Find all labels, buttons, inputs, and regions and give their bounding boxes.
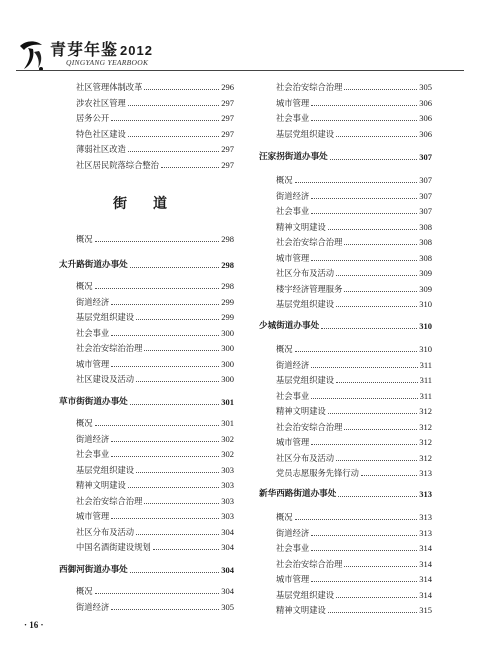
toc-entry	[259, 511, 432, 523]
dot-leader	[161, 167, 219, 168]
toc-entry-text: 社区分布及活动	[276, 452, 335, 463]
toc-page-number: 311	[419, 390, 432, 401]
toc-page-number: 314	[419, 558, 432, 569]
toc-entry-text: 城市管理	[276, 574, 310, 584]
toc-entry-text: 概况	[76, 418, 93, 428]
toc-entry-text: 少城街道办事处	[259, 321, 320, 331]
toc-entry	[259, 452, 432, 464]
toc-entry-text: 概况	[76, 234, 93, 244]
toc-entry-text: 社会事业	[276, 543, 310, 553]
dot-leader	[311, 198, 417, 199]
toc-page-number: 298	[221, 260, 234, 270]
dot-leader	[95, 241, 220, 242]
section-heading: 街道	[113, 196, 193, 212]
toc-entry-text: 草市街街道办事处	[59, 397, 128, 407]
dot-leader	[136, 472, 219, 473]
dot-leader	[111, 304, 219, 305]
toc-entry-text: 社会事业	[276, 113, 310, 123]
toc-page-number: 304	[221, 526, 234, 537]
calligraphy-logo-icon	[16, 36, 46, 74]
toc-entry	[59, 342, 234, 354]
toc-page-number: 300	[221, 358, 234, 369]
toc-page-number: 312	[419, 406, 432, 416]
dot-leader	[311, 260, 417, 261]
toc-entry	[259, 343, 432, 355]
toc-entry-text: 汪家拐街道办事处	[259, 152, 328, 162]
toc-entry	[259, 267, 432, 279]
toc-page-number: 307	[419, 152, 432, 162]
toc-entry	[259, 390, 432, 402]
toc-entry	[59, 112, 234, 124]
toc-page-number: 311	[419, 359, 432, 370]
dot-leader	[144, 503, 219, 504]
toc-entry-text: 党员志愿服务先锋行动	[276, 468, 359, 478]
toc-entry	[59, 526, 234, 538]
toc-entry-text: 城市管理	[76, 358, 110, 369]
toc-entry	[59, 510, 234, 522]
toc-entry-text: 社区建设及活动	[76, 374, 135, 384]
toc-entry	[259, 421, 432, 433]
toc-entry	[59, 479, 234, 491]
toc-page-number: 304	[221, 542, 234, 552]
toc-entry	[259, 558, 432, 570]
toc-page-number: 310	[419, 321, 432, 331]
toc-entry	[259, 374, 432, 386]
toc-page-number: 307	[419, 175, 432, 185]
toc-page-number: 314	[419, 543, 432, 553]
dot-leader	[338, 496, 417, 497]
toc-page-number: 309	[419, 268, 432, 278]
toc-entry	[59, 311, 234, 323]
dot-leader	[295, 182, 418, 183]
dot-leader	[336, 136, 417, 137]
toc-entry	[59, 81, 234, 93]
dot-leader	[144, 350, 219, 351]
toc-entry-text: 西御河街道办事处	[59, 565, 128, 575]
toc-page-number: 313	[419, 512, 432, 522]
toc-page-number: 303	[221, 464, 234, 475]
toc-section-title	[59, 564, 234, 576]
toc-page-number: 307	[419, 190, 432, 201]
toc-entry	[259, 190, 432, 202]
dot-leader	[95, 288, 220, 289]
toc-entry	[59, 358, 234, 370]
dot-leader	[128, 136, 219, 137]
toc-page-number: 297	[221, 128, 234, 139]
dot-leader	[128, 151, 219, 152]
dot-leader	[311, 367, 417, 368]
toc-entry-text: 街道经济	[276, 527, 310, 538]
toc-page-number: 304	[221, 586, 234, 596]
dot-leader	[295, 351, 418, 352]
toc-page-number: 305	[221, 601, 234, 612]
dot-leader	[311, 550, 417, 551]
toc-page-number: 308	[419, 252, 432, 263]
dot-leader	[328, 612, 417, 613]
toc-entry	[59, 433, 234, 445]
toc-entry-text: 基层党组织建设	[276, 589, 335, 600]
toc-entry	[259, 436, 432, 448]
toc-entry	[59, 327, 234, 339]
dot-leader	[344, 244, 417, 245]
dot-leader	[295, 519, 418, 520]
dot-leader	[95, 593, 220, 594]
dot-leader	[361, 475, 417, 476]
toc-entry-text: 社会事业	[76, 449, 110, 459]
toc-entry-text: 街道经济	[76, 433, 110, 444]
toc-page-number: 302	[221, 449, 234, 459]
dot-leader	[111, 335, 219, 336]
toc-entry-text: 居务公开	[76, 113, 110, 123]
toc-page-number: 301	[221, 397, 234, 407]
toc-entry-text: 城市管理	[276, 97, 310, 108]
toc-section-title	[259, 151, 432, 163]
dot-leader	[136, 381, 219, 382]
dot-leader	[328, 229, 417, 230]
toc-entry-text: 社会治安综合治理	[276, 82, 343, 92]
toc-page-number: 303	[221, 511, 234, 521]
toc-entry-text: 薄弱社区改造	[76, 144, 126, 154]
toc-page-number: 297	[221, 113, 234, 123]
toc-page-number: 306	[419, 113, 432, 123]
toc-entry	[259, 236, 432, 248]
toc-entry-text: 社区居民院落综合整治	[76, 159, 159, 170]
toc-page-number: 312	[419, 452, 432, 463]
toc-page-number: 297	[221, 159, 234, 170]
toc-entry	[259, 542, 432, 554]
toc-entry-text: 城市管理	[76, 511, 110, 521]
dot-leader	[144, 89, 219, 90]
toc-section-title	[259, 320, 432, 332]
dot-leader	[336, 597, 417, 598]
toc-page-number: 306	[419, 97, 432, 108]
toc-entry-text: 社会事业	[276, 206, 310, 216]
toc-entry-text: 城市管理	[276, 252, 310, 263]
toc-entry	[259, 359, 432, 371]
toc-page-number: 300	[221, 327, 234, 338]
toc-entry-text: 街道经济	[76, 296, 110, 307]
dot-leader	[330, 159, 417, 160]
toc-page-number: 303	[221, 495, 234, 506]
dot-leader	[111, 609, 219, 610]
toc-page-number: 312	[419, 437, 432, 447]
toc-entry-text: 基层党组织建设	[76, 312, 135, 322]
toc-entry-text: 概况	[276, 175, 293, 185]
toc-entry-text: 街道经济	[76, 601, 110, 612]
toc-entry	[259, 283, 432, 295]
toc-entry-text: 楼宇经济管理服务	[276, 283, 343, 294]
dot-leader	[111, 456, 219, 457]
toc-section-title	[59, 396, 234, 408]
toc-entry-text: 概况	[76, 586, 93, 596]
toc-entry	[259, 81, 432, 93]
dot-leader	[111, 441, 219, 442]
dot-leader	[130, 267, 219, 268]
dot-leader	[344, 429, 417, 430]
toc-entry	[59, 296, 234, 308]
toc-page-number: 300	[221, 374, 234, 384]
toc-page-number: 310	[419, 344, 432, 354]
toc-page-number: 310	[419, 299, 432, 309]
toc-page-number: 313	[419, 489, 432, 499]
toc-entry-text: 新华西路街道办事处	[259, 489, 337, 499]
toc-entry-text: 精神文明建设	[276, 221, 326, 232]
toc-entry-text: 社会事业	[276, 390, 310, 401]
dot-leader	[328, 413, 417, 414]
toc-entry	[59, 233, 234, 245]
toc-entry-text: 基层党组织建设	[276, 375, 335, 385]
dot-leader	[311, 444, 417, 445]
toc-page-number: 298	[221, 281, 234, 291]
toc-entry	[59, 448, 234, 460]
toc-page-number: 313	[419, 527, 432, 538]
toc-page-number: 304	[221, 565, 234, 575]
toc-page-number: 297	[221, 97, 234, 108]
dot-leader	[153, 549, 220, 550]
toc-entry	[259, 128, 432, 140]
dot-leader	[344, 566, 417, 567]
toc-page-number: 298	[221, 234, 234, 244]
toc-entry-text: 特色社区建设	[76, 128, 126, 139]
toc-entry-text: 基层党组织建设	[276, 128, 335, 139]
toc-page-number: 314	[419, 589, 432, 600]
toc-entry-text: 基层党组织建设	[276, 299, 335, 309]
dot-leader	[136, 534, 219, 535]
toc-section-title	[59, 259, 234, 271]
toc-page-number: 309	[419, 283, 432, 294]
toc-section-title	[259, 488, 432, 500]
dot-leader	[111, 518, 219, 519]
toc-entry-text: 中国名酒街建设规划	[76, 542, 151, 552]
yearbook-title: 青芽年鉴 2012	[50, 40, 153, 59]
dot-leader	[130, 572, 219, 573]
toc-entry	[59, 97, 234, 109]
toc-page-number: 311	[419, 375, 432, 385]
toc-entry-text: 社会治安综治治理	[76, 343, 143, 353]
toc-entry	[59, 128, 234, 140]
toc-entry-text: 概况	[276, 512, 293, 522]
dot-leader	[336, 460, 417, 461]
dot-leader	[95, 425, 220, 426]
toc-page-number: 308	[419, 237, 432, 247]
toc-entry-text: 社区分布及活动	[76, 526, 135, 537]
toc-page-number: 308	[419, 221, 432, 232]
toc-entry	[59, 585, 234, 597]
toc-entry	[59, 417, 234, 429]
header-divider	[16, 70, 464, 71]
toc-entry	[59, 541, 234, 553]
toc-page-number: 313	[419, 468, 432, 478]
dot-leader	[128, 487, 219, 488]
toc-entry	[59, 464, 234, 476]
toc-entry	[59, 143, 234, 155]
toc-entry-text: 街道经济	[276, 359, 310, 370]
toc-entry	[259, 205, 432, 217]
toc-entry	[59, 495, 234, 507]
toc-entry	[259, 467, 432, 479]
dot-leader	[336, 306, 417, 307]
dot-leader	[311, 105, 417, 106]
dot-leader	[111, 120, 219, 121]
toc-entry	[59, 601, 234, 613]
toc-entry	[259, 573, 432, 585]
toc-entry-text: 社会事业	[76, 327, 110, 338]
toc-entry-text: 基层党组织建设	[76, 464, 135, 475]
dot-leader	[136, 319, 219, 320]
toc-page-number: 299	[221, 296, 234, 307]
dot-leader	[336, 382, 417, 383]
yearbook-year: 2012	[120, 43, 153, 58]
toc-entry	[259, 221, 432, 233]
toc-page-number: 297	[221, 144, 234, 154]
dot-leader	[311, 213, 417, 214]
toc-entry-text: 社会治安综合治理	[276, 558, 343, 569]
toc-entry-text: 社会治安综合治理	[76, 495, 143, 506]
toc-entry-text: 涉农社区管理	[76, 97, 126, 108]
dot-leader	[311, 535, 417, 536]
toc-entry	[59, 159, 234, 171]
toc-entry-text: 概况	[276, 344, 293, 354]
toc-page-number: 314	[419, 574, 432, 584]
toc-page-number: 307	[419, 206, 432, 216]
toc-entry	[259, 405, 432, 417]
toc-entry-text: 社区管理体制改革	[76, 82, 143, 92]
toc-page-number: 306	[419, 128, 432, 139]
toc-entry-text: 精神文明建设	[276, 605, 326, 615]
toc-entry	[259, 589, 432, 601]
toc-entry-text: 街道经济	[276, 190, 310, 201]
dot-leader	[311, 120, 417, 121]
toc-entry-text: 社会治安综合治理	[276, 237, 343, 247]
toc-entry	[59, 280, 234, 292]
toc-entry-text: 太升路街道办事处	[59, 260, 128, 270]
dot-leader	[336, 275, 417, 276]
dot-leader	[311, 581, 417, 582]
toc-page-number: 303	[221, 480, 234, 490]
toc-entry-text: 城市管理	[276, 437, 310, 447]
toc-page-number: 301	[221, 418, 234, 428]
yearbook-subtitle: QINGYANG YEARBOOK	[66, 58, 149, 67]
dot-leader	[130, 404, 219, 405]
dot-leader	[344, 291, 417, 292]
toc-page-number: 299	[221, 312, 234, 322]
toc-entry	[259, 527, 432, 539]
dot-leader	[111, 366, 219, 367]
toc-page-number: 300	[221, 343, 234, 353]
toc-page-number: 312	[419, 421, 432, 432]
toc-entry-text: 精神文明建设	[76, 480, 126, 490]
toc-entry	[259, 298, 432, 310]
dot-leader	[128, 105, 219, 106]
toc-entry	[259, 174, 432, 186]
toc-entry	[259, 252, 432, 264]
toc-entry-text: 社会治安综合治理	[276, 421, 343, 432]
toc-entry	[259, 604, 432, 616]
dot-leader	[344, 89, 417, 90]
toc-entry	[259, 112, 432, 124]
page-number: · 16 ·	[24, 620, 44, 630]
toc-entry-text: 社区分布及活动	[276, 268, 335, 278]
toc-entry	[259, 97, 432, 109]
toc-page-number: 296	[221, 82, 234, 92]
toc-entry	[59, 373, 234, 385]
toc-page-number: 305	[419, 82, 432, 92]
dot-leader	[321, 328, 417, 329]
dot-leader	[311, 398, 417, 399]
toc-entry-text: 概况	[76, 281, 93, 291]
toc-page-number: 302	[221, 433, 234, 444]
toc-page-number: 315	[419, 605, 432, 615]
toc-entry-text: 精神文明建设	[276, 406, 326, 416]
